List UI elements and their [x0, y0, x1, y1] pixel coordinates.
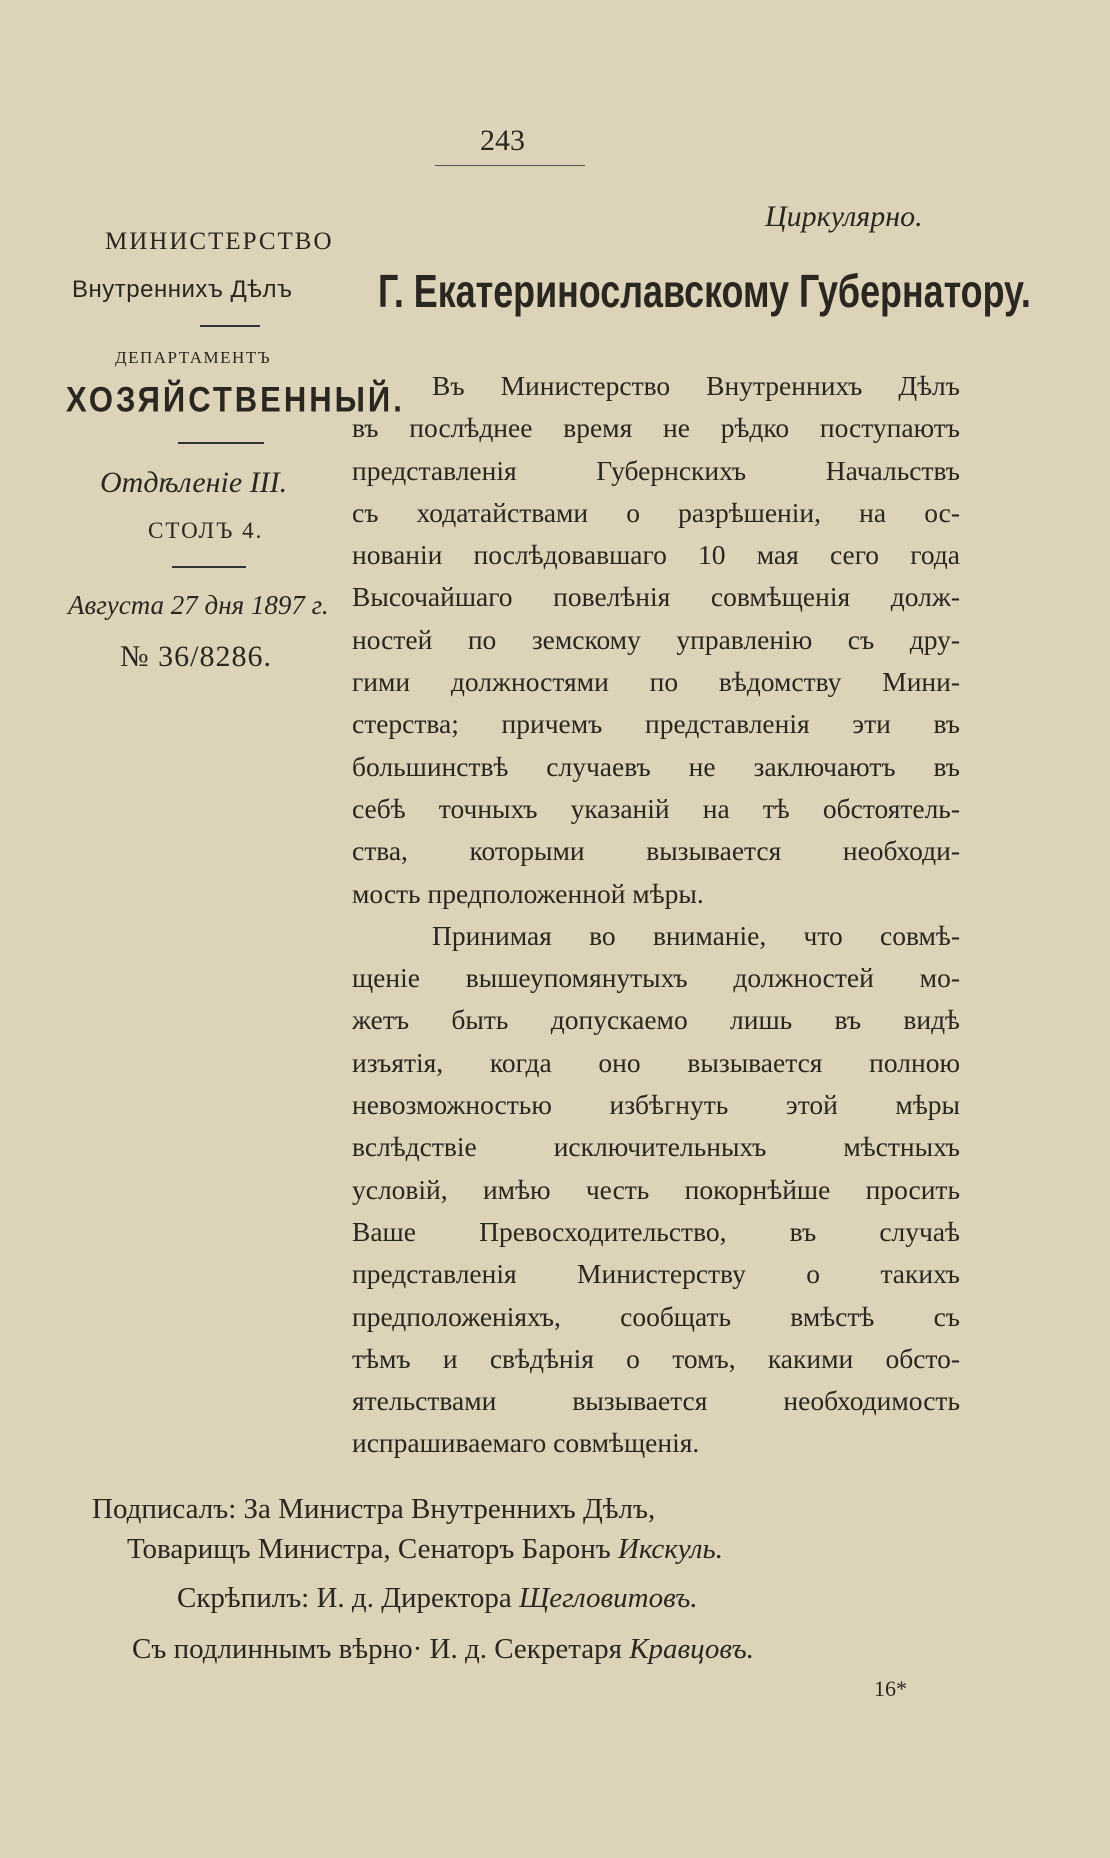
department-name: ХОЗЯЙСТВЕННЫЙ. — [66, 379, 405, 420]
document-date: Августа 27 дня 1897 г. — [68, 590, 329, 620]
body-line: Въ Министерство Внутреннихъ Дѣлъ — [432, 370, 960, 401]
body-line: ятельствами вызывается необходимость — [352, 1385, 960, 1417]
body-line: представленія Министерству о такихъ — [352, 1258, 960, 1290]
document-number: № 36/8286. — [120, 640, 272, 673]
signature-line-3 — [177, 1582, 698, 1615]
addressee-title: Г. Екатеринославскому Губернатору. — [378, 265, 1031, 317]
signature-line-2 — [127, 1533, 723, 1566]
signatory-name: Щегловитовъ. — [518, 1582, 698, 1614]
signature-line-4 — [132, 1633, 754, 1666]
page-number: 243 — [480, 124, 525, 157]
body-line: невозможностью избѣгнуть этой мѣры — [352, 1089, 960, 1121]
signatory-name: Икскуль. — [617, 1533, 723, 1565]
signature-text: Подписалъ: За Министра Внутреннихъ Дѣлъ, — [92, 1493, 656, 1525]
body-line: Высочайшаго повелѣнія совмѣщенія долж- — [352, 581, 960, 613]
body-line: съ ходатайствами о разрѣшеніи, на ос- — [352, 496, 960, 528]
divider — [172, 566, 246, 568]
body-line: въ послѣднее время не рѣдко поступаютъ — [352, 412, 960, 444]
circular-label: Циркулярно. — [765, 200, 923, 233]
ministry-dept: Внутреннихъ Дѣлъ — [72, 276, 293, 303]
body-line: нованіи послѣдовавшаго 10 мая сего года — [352, 539, 960, 571]
table-label: СТОЛЪ 4. — [148, 518, 264, 543]
body-line: щеніе вышеупомянутыхъ должностей мо- — [352, 962, 960, 994]
body-line: ства, которыми вызывается необходи- — [352, 835, 960, 867]
body-line: изъятія, когда оно вызывается полною — [352, 1046, 960, 1078]
divider — [200, 325, 260, 327]
signature-text: Съ подлиннымъ вѣрно· И. д. Секретаря — [132, 1633, 630, 1665]
body-line: стерства; причемъ представленія эти въ — [352, 708, 960, 740]
body-line: представленія Губернскихъ Начальствъ — [352, 454, 960, 486]
divider — [178, 442, 264, 444]
body-line: большинствѣ случаевъ не заключаютъ въ — [352, 750, 960, 782]
ministry-heading: МИНИСТЕРСТВО — [105, 228, 334, 255]
body-line: гими должностями по вѣдомству Мини- — [352, 666, 960, 698]
section-label: Отдѣленіе III. — [100, 466, 288, 499]
body-line: Принимая во вниманіе, что совмѣ- — [432, 919, 960, 951]
body-line: себѣ точныхъ указаній на тѣ обстоятель- — [352, 792, 960, 824]
signature-line-1 — [92, 1493, 655, 1526]
page-number-rule — [435, 165, 585, 166]
body-line: мость предположенной мѣры. — [352, 877, 704, 909]
signatory-name: Кравцовъ. — [629, 1633, 754, 1665]
body-line: испрашиваемаго совмѣщенія. — [352, 1427, 700, 1459]
signature-text: Товарищъ Министра, Сенаторъ Баронъ — [127, 1533, 618, 1565]
letter-body — [352, 365, 960, 1465]
department-label: ДЕПАРТАМЕНТЪ — [115, 348, 272, 367]
signature-text: Скрѣпилъ: И. д. Директора — [177, 1582, 519, 1614]
body-line: вслѣдствіе исключительныхъ мѣстныхъ — [352, 1131, 960, 1163]
body-line: условій, имѣю честь покорнѣйше просить — [352, 1173, 960, 1205]
body-line: тѣмъ и свѣдѣнія о томъ, какими обсто- — [352, 1342, 960, 1374]
signature-mark: 16* — [874, 1676, 907, 1701]
body-line: Ваше Превосходительство, въ случаѣ — [352, 1215, 960, 1247]
body-line: предположеніяхъ, сообщать вмѣстѣ съ — [352, 1300, 960, 1332]
body-line: жетъ быть допускаемо лишь въ видѣ — [352, 1004, 960, 1036]
body-line: ностей по земскому управленію съ дру- — [352, 623, 960, 655]
